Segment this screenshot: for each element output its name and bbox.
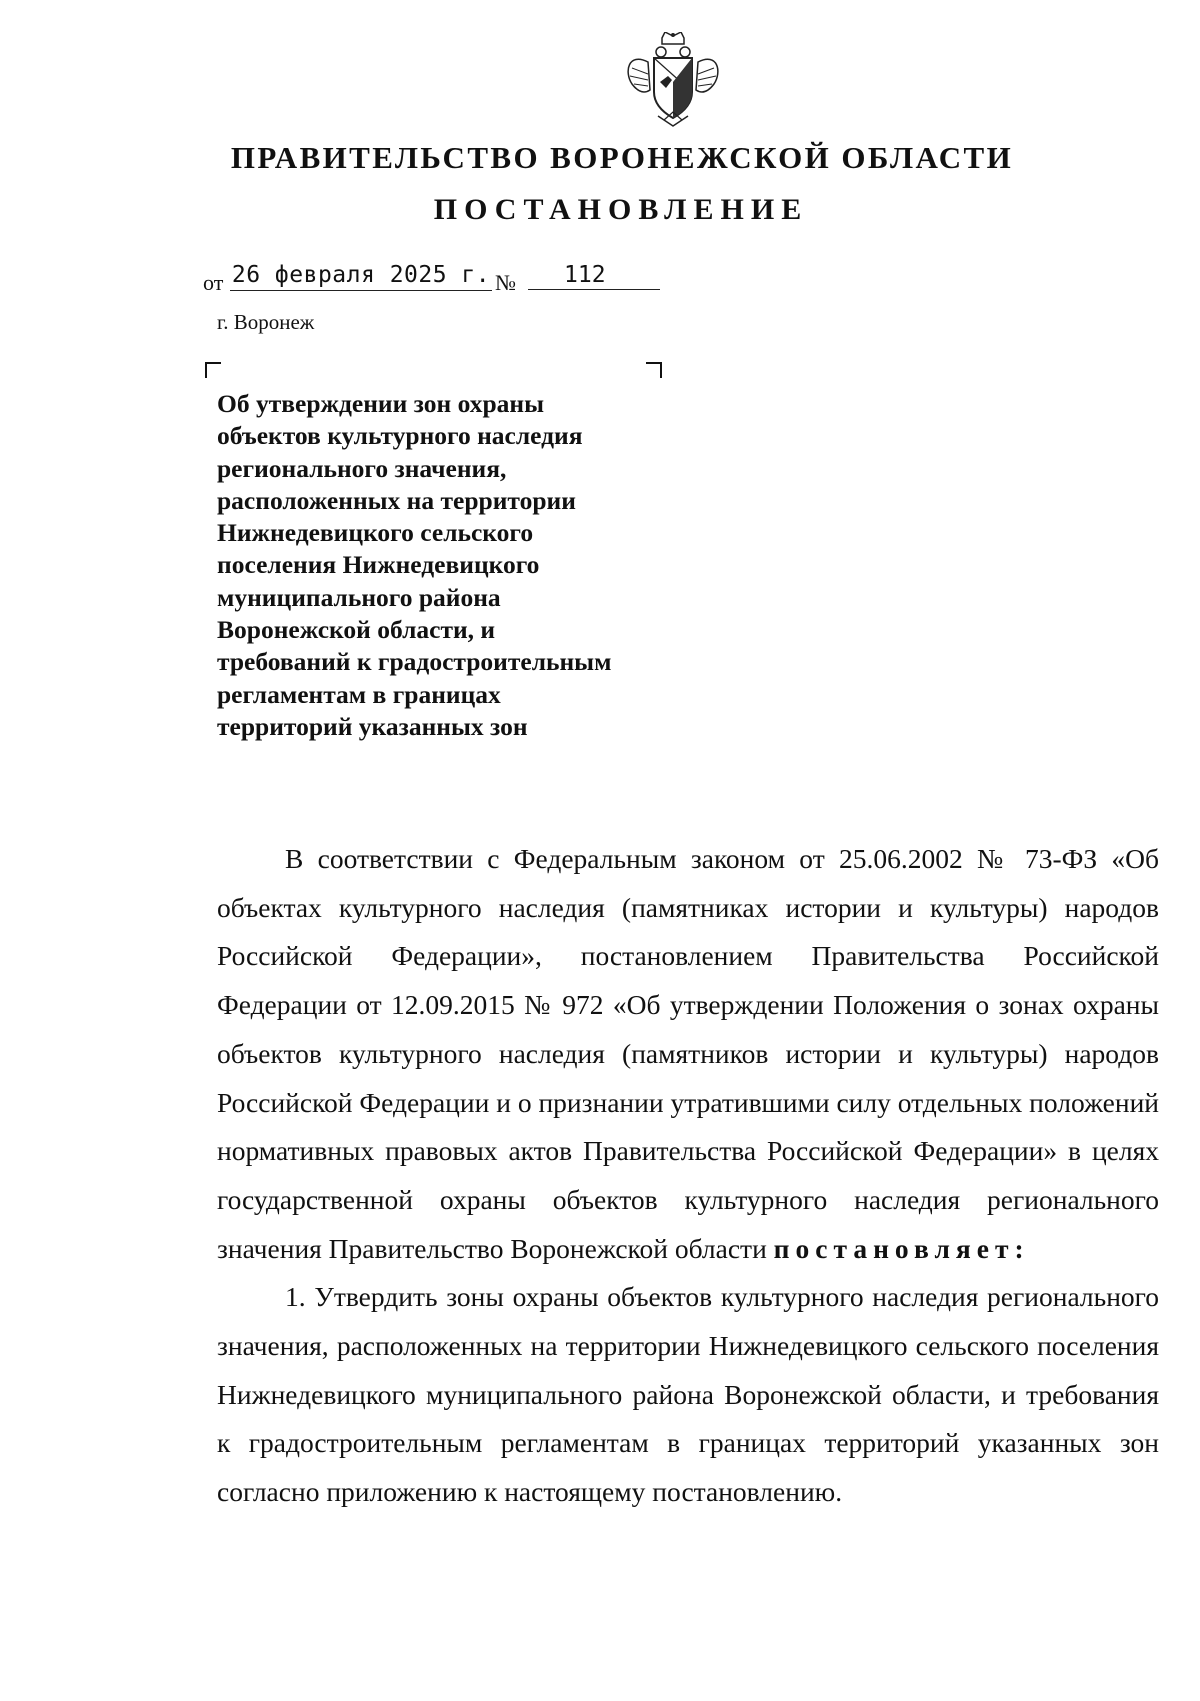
preamble-paragraph xyxy=(217,835,1159,1273)
coat-of-arms-icon xyxy=(618,32,728,128)
document-body xyxy=(217,835,1159,1517)
corner-mark-left xyxy=(205,362,221,378)
subject-line: регионального значения, xyxy=(217,453,507,483)
corner-mark-right xyxy=(646,362,662,378)
subject-line: территорий указанных зон xyxy=(217,711,528,741)
organization-title: ПРАВИТЕЛЬСТВО ВОРОНЕЖСКОЙ ОБЛАСТИ xyxy=(230,140,1014,175)
resolves-word: постановляет: xyxy=(773,1232,1030,1264)
subject-line: поселения Нижнедевицкого xyxy=(217,550,540,580)
subject-line: Воронежской области, и xyxy=(217,615,496,645)
subject-line: Об утверждении зон охраны xyxy=(217,389,544,418)
subject-line: расположенных на территории xyxy=(217,485,576,515)
number-sign: № xyxy=(495,270,516,295)
document-date: 26 февраля 2025 г. xyxy=(230,262,492,291)
subject-line: объектов культурного наследия xyxy=(217,421,583,451)
subject-line: Нижнедевицкого сельского xyxy=(217,518,534,548)
item-1-paragraph: 1. Утвердить зоны охраны объектов культурного наследия регионального значения, расположенных на территории Нижнедевицкого сельского поселения Нижнедевицкого муниципального района Воронежской области, и требования к градостроительным регламентам в границах территорий указанных зон согласно приложению к настоящему постановлению. xyxy=(217,1281,1159,1508)
subject-line: требований к градостроительным xyxy=(217,647,612,677)
document-subject xyxy=(217,388,687,743)
preamble-text: В соответствии с Федеральным законом от 25.06.2002 № 73-ФЗ «Об объектах культурного наследия (памятниках истории и культуры) народов Российской Федерации», постановлением Правительства Российской Федерации от 12.09.2015 № 972 «Об утверждении Положения о зонах охраны объектов культурного наследия (памятников истории и культуры) народов Российской Федерации и о признании утратившими силу отдельных положений нормативных правовых актов Правительства Российской Федерации» в целях государственной охраны объектов культурного наследия регионального значения Правительство Воронежской области xyxy=(217,843,1159,1264)
city: г. Воронеж xyxy=(217,310,315,334)
document-type-title: ПОСТАНОВЛЕНИЕ xyxy=(433,193,809,226)
document-number: 112 xyxy=(528,262,660,290)
subject-line: муниципального района xyxy=(217,582,501,612)
date-prefix: от xyxy=(203,270,224,295)
subject-line: регламентам в границах xyxy=(217,679,501,709)
